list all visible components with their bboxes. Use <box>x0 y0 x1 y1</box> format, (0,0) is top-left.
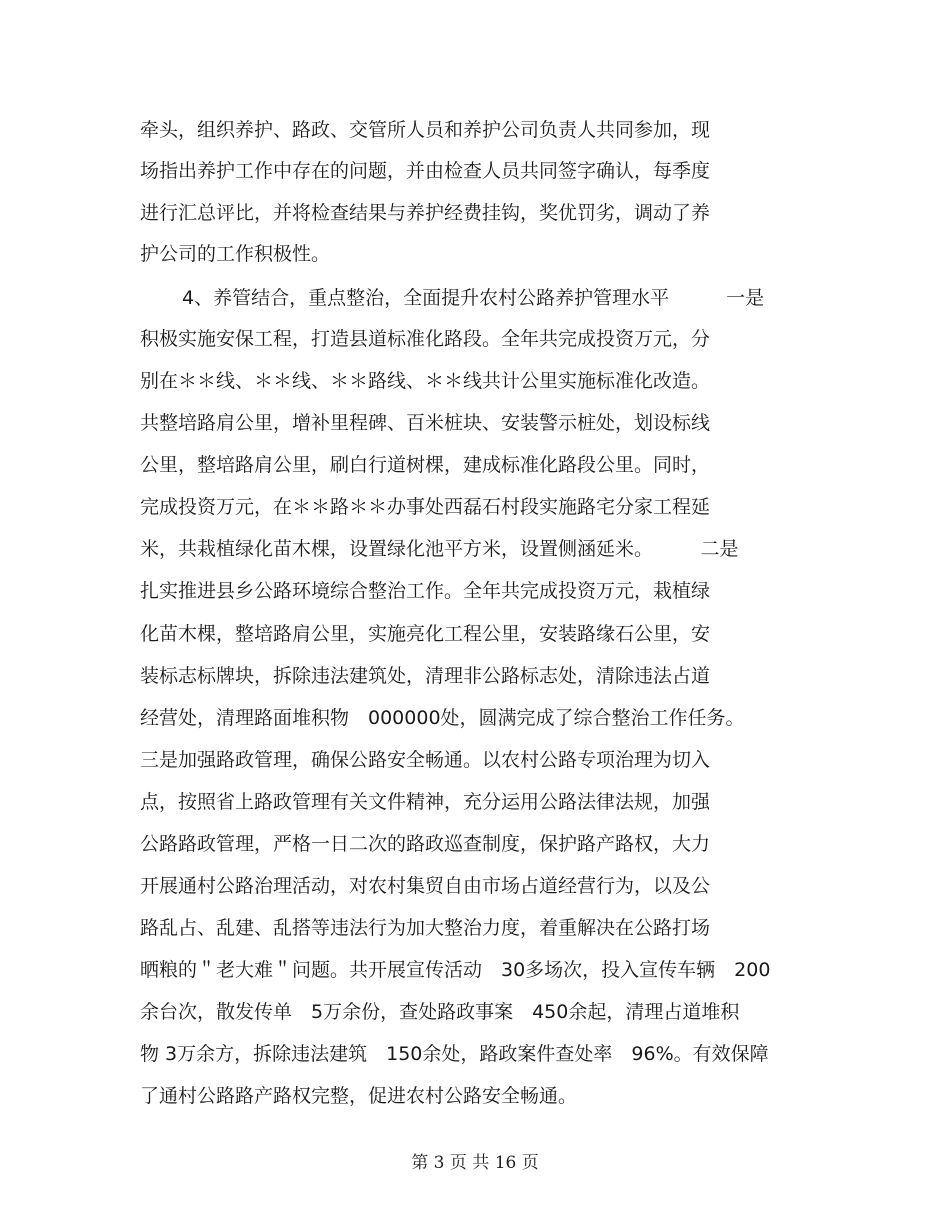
text-line: 4、养管结合，重点整治，全面提升农村公路养护管理水平 一是 <box>182 287 765 309</box>
text-line: 场指出养护工作中存在的问题，并由检查人员共同签字确认，每季度 <box>140 160 711 182</box>
text-line: 点，按照省上路政管理有关文件精神，充分运用公路法律法规，加强 <box>140 791 711 813</box>
text-line: 牵头，组织养护、路政、交管所人员和养护公司负责人共同参加，现 <box>140 119 711 141</box>
text-line: 公里，整培路肩公里，刷白行道树棵，建成标准化路段公里。同时， <box>140 454 711 476</box>
text-line: 了通村公路路产路权完整，促进农村公路安全畅通。 <box>140 1085 578 1107</box>
text-line: 三是加强路政管理，确保公路安全畅通。以农村公路专项治理为切入 <box>140 749 711 771</box>
text-line: 米，共栽植绿化苗木棵，设置绿化池平方米，设置侧涵延米。 二是 <box>140 538 739 560</box>
text-line: 完成投资万元，在＊＊路＊＊办事处西磊石村段实施路宅分家工程延 <box>140 496 711 518</box>
text-line: 化苗木棵，整培路肩公里，实施亮化工程公里，安装路缘石公里，安 <box>140 623 711 645</box>
text-line: 共整培路肩公里，增补里程碑、百米桩块、安装警示桩处，划设标线 <box>140 412 711 434</box>
text-line: 装标志标牌块，拆除违法建筑处，清理非公路标志处，清除违法占道 <box>140 665 711 687</box>
text-line: 进行汇总评比，并将检查结果与养护经费挂钩，奖优罚劣，调动了养 <box>140 202 711 224</box>
text-line: 余台次，散发传单 5万余份，查处路政事案 450余起，清理占道堆积 <box>140 1001 740 1023</box>
text-line: 公路路政管理，严格一日二次的路政巡查制度，保护路产路权，大力 <box>140 833 711 855</box>
text-line: 开展通村公路治理活动，对农村集贸自由市场占道经营行为，以及公 <box>140 875 711 897</box>
text-line: 经营处，清理路面堆积物 000000处，圆满完成了综合整治工作任务。 <box>140 707 745 729</box>
text-line: 别在＊＊线、＊＊线、＊＊路线、＊＊线共计公里实施标准化改造。 <box>140 370 711 392</box>
text-line: 护公司的工作积极性。 <box>140 243 331 265</box>
text-line: 晒粮的＂老大难＂问题。共开展宣传活动 30多场次，投入宣传车辆 200 <box>140 959 771 981</box>
page-number-footer: 第 3 页 共 16 页 <box>411 1153 539 1173</box>
text-line: 扎实推进县乡公路环境综合整治工作。全年共完成投资万元，栽植绿 <box>140 580 711 602</box>
text-line: 路乱占、乱建、乱搭等违法行为加大整治力度，着重解决在公路打场 <box>140 917 711 939</box>
text-line: 积极实施安保工程，打造县道标准化路段。全年共完成投资万元，分 <box>140 328 711 350</box>
text-line: 物 3万余方，拆除违法建筑 150余处，路政案件查处率 96%。有效保障 <box>140 1043 769 1065</box>
